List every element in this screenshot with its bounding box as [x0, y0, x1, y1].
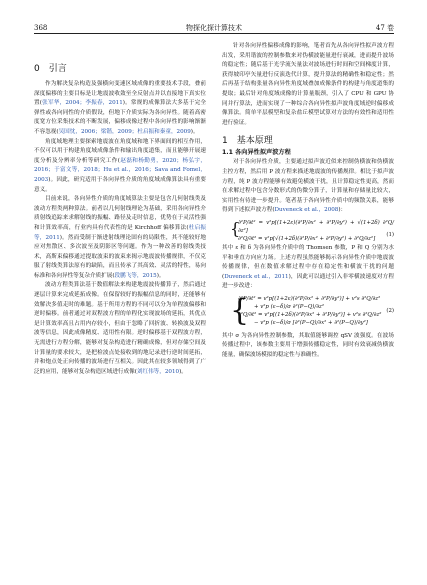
- running-header: [34, 22, 394, 34]
- page-number: 368: [34, 24, 48, 32]
- intro-paragraph-4: 波动方程类算法基于数值解法来构建地震波传播算子，然后通过逐层计算来完成延拓成像。在保留较好的振幅信息的同时，还能够有效解决多值走时的难题。基于所用方程的不同可以分为单程波偏移和逆时偏移。前者通过对双程波方程的单程化实现波场的延拓，其优点是计算效率高且占用内存较小，但由于忽略了回折波、转换波及双程波等信息，因此成像精度、适用性有限。逆时偏移基于双程波方程，无需进行方程分解，能够对复杂构造进行精确成像，但对存储空间及计算量的要求较大，是把检波点处接收到的地记录进行逆时间延拓，并和炮点处正向传播的波场进行互相关。因此其在较多领域得到了广泛的应用，能够对复杂构造区域进行成像(刘红伟等，2010)。: [34, 282, 206, 375]
- subsection-title: 1.1 各向异性拟声波方程: [222, 149, 291, 157]
- equation-row: − v²p (ε−δ)/σ [∂²(P−Q)/∂x² + ∂²(P−Q)/∂y²]: [254, 319, 368, 326]
- method-overview-paragraph: 针对各向异性偏移成像的影响，笔者首先从各向异性拟声波方程出发，采用谐波的控制参数来对伪横波能量进行衰减，进而提升波场的稳定性；随后基于光学流矢量法对波场进行时间和空间梯度计算，获得坡印亭矢量进行反演迭代计算，提升算法的精确性和稳定性；然后再基于结构张量各向异性角度域叠加成像条件的构建与角度道集的提取；最后针对角度域成像的计算量瓶颈，引入了 CPU 和 GPU 协同并行算法，进而实现了一种综合各向异性拟声波角度域逆时偏移成像算法。简单平层模型和复杂盐丘模型试算对方法的有效性和适用性进行验证。: [222, 43, 394, 126]
- citation-link[interactable]: 刘红伟等，2010: [136, 368, 180, 375]
- volume-label: 47 卷: [375, 24, 394, 32]
- citation-link[interactable]: 赵磊和杨勤勇，2020；杨弘宇，2016；于富文等，2018；Hu et al.，2016；Sava and Fomel，2003: [34, 157, 206, 183]
- equation-row: ∂²P/∂t² = v²p[(1+2ε)(∂²P/∂x² + ∂²P/∂y²)] + v²s ∂²Q/∂z²: [238, 295, 381, 302]
- intro-paragraph-3: 目前来说，各向异性介质的角度域算法主要是包含几何射线类及波动方程类两种算法。前者以几何射线理论为基础，采用各向异性介质射线追踪来求解射线的振幅、路径及走时信息，优势在于灵活性强和计算效率高，行业内具有代表性的是 Kirchhoff 偏移算法(杜启振等，2011)。然而受制于渐进射线理论固有的局限性，其不能较好地应对焦散区、多次波至及阴影区等问题。作为一种改善的射线类技术，高斯束偏移通过提取波束的波束来揭示地震波传播规律，不仅克服了射线类算法原有的缺陷，而且传承了其高效、灵活的特性，易向标准和各向异性等复杂介质扩展(段鹏飞等，2015)。: [34, 196, 206, 279]
- intro-paragraph-2: 角度域地理主要探索地震波在角度域和地下界面间的相互作用，不仅可以用于构建角度域成像条件和输出角度道集，而且能够开展速度分析及分辨率分析等研究工作(赵磊和杨勤勇，2020；杨弘宇，2016；于富文等，2018；Hu et al.，2016；Sava and Fomel，2003)。因此，研究适用于各向异性介质的角度域成像算法具有重要意义。: [34, 138, 206, 193]
- equation-2: [222, 292, 394, 329]
- journal-title: 物探化探计算技术: [186, 24, 242, 32]
- citation-link[interactable]: 吴国忱，2006；梁锴，2009；杜启振和秦童，2009: [58, 128, 191, 135]
- equation-brace: {: [230, 292, 250, 328]
- equation-brace: {: [230, 218, 241, 238]
- right-column: [222, 42, 394, 361]
- citation-link[interactable]: Duveneck et al.，2011: [224, 273, 289, 280]
- citation-link[interactable]: 张军华，2004；李振春，2011: [41, 100, 123, 107]
- equation-row: ∂²Q/∂t² = v²p[(1+2δ)(∂²P/∂x² + ∂²P/∂y²)] + v²s ∂²Q/∂z²: [238, 311, 382, 318]
- intro-paragraph-1: 作为解决复杂构造及强横向变速区域成像的重要技术手段，叠前深度偏移的主要目标是让地震波收敛至全反射点并以直接地下真实位置(张军华，2004；李振春，2011)。常规的成像算法大多基于完全弹性或各向同性的介质假设，但地下介质实际为各向异性。随着高密度宽方位采集技术的不断发展，偏移成像过程中各向异性的影响渐渐不容忽视(吴国忱，2006；梁锴，2009；杜启振和秦童，2009)。: [34, 81, 206, 135]
- left-column: [34, 42, 206, 377]
- section-title-principles: 1 基本原理: [222, 136, 273, 147]
- equation-number: (1): [386, 231, 394, 238]
- principle-paragraph-2: 其中 ε 和 δ 为各向异性介质中的 Thomsen 参数，P 和 Q 分别为水平和垂直方向应力场。上述方程虽然能够揭示各向异性介质中地震波传播规律，但在数值求解过程中存在稳定性和横波干扰的问题(Duveneck et al.，2011)，因此可以通过引入非零横波速度对方程进一步改进：: [222, 244, 394, 290]
- equation-row: + v²p (ε−δ)/σ ∂²(P−Q)/∂z²: [254, 303, 324, 310]
- principle-paragraph-3: 其中 σ 为各向异性控制参数，其取值能够调控 qSV 波强度。在波场传播过程中，该参数主要用于增强传播稳定性，同时有效衰减伪横波能量，确保波场模拟的稳定性与准确性。: [222, 332, 394, 359]
- equation-row: ∂²P/∂t² = v²p[(1+2ε)(∂²P/∂x² + ∂²P/∂y²) + √(1+2δ) ∂²Q/∂z²]: [238, 219, 394, 234]
- section-title-introduction: 0 引言: [34, 64, 67, 74]
- principle-paragraph-1: 对于各向异性介质，主要通过拟声波近似来控制伪横波和伪横波主控方程，然后用 P 波方程来描述地震波的传播规律。相比于拟声波方程，纯 P 波方程能够有效避免横波干扰，且计算稳定性更高，然而在求解过程中包含分数形式的伪微分算子，计算量和存储量比较大，实用性有待进一步提升。笔者基于各向异性介质中的频散关系，能够得到下述拟声波方程(Duveneck et al.，2008)：: [222, 159, 394, 214]
- citation-link[interactable]: Duveneck et al.，2008: [274, 207, 339, 214]
- citation-link[interactable]: 杜启振等，2011: [34, 224, 206, 241]
- citation-link[interactable]: 段鹏飞等，2015: [114, 272, 157, 279]
- equation-1: [222, 219, 394, 241]
- equation-number: (2): [386, 307, 394, 314]
- equation-row: ∂²Q/∂t² = v²p[√(1+2δ)(∂²P/∂x² + ∂²P/∂y²) + ∂²Q/∂z²]: [238, 235, 376, 242]
